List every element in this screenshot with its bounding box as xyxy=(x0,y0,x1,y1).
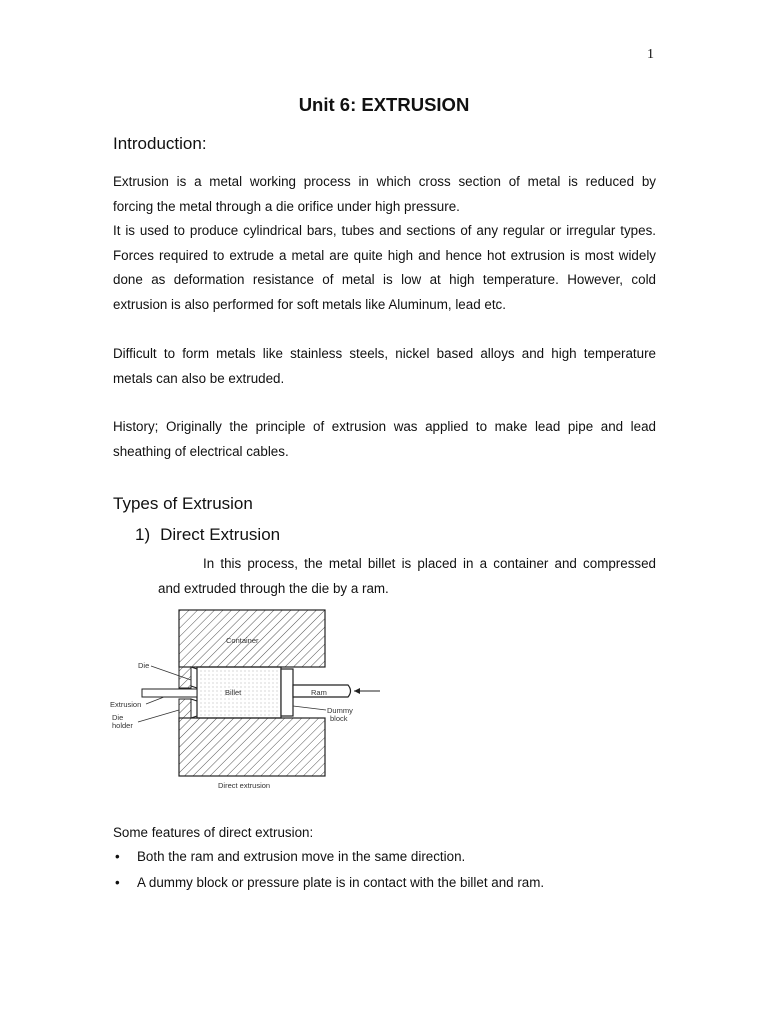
die-top xyxy=(191,667,197,688)
extrusion-leader xyxy=(146,697,164,704)
paragraph-line: In this process, the metal billet is placed in a container and compressed xyxy=(203,556,656,571)
container-bottom-wall xyxy=(179,718,325,776)
types-heading: Types of Extrusion xyxy=(113,494,253,513)
paragraph-line: Forces required to extrude a metal are quite high and hence hot extrusion is most widely xyxy=(113,247,656,263)
paragraph-line: It is used to produce cylindrical bars, tubes and sections of any regular or irregular types. xyxy=(113,223,656,238)
paragraph-line: metals can also be extruded. xyxy=(113,370,285,386)
ram-label: Ram xyxy=(311,688,327,697)
die-holder-label-line1: Die xyxy=(112,713,124,722)
figure-caption: Direct extrusion xyxy=(218,781,271,790)
billet-label: Billet xyxy=(225,688,242,697)
difficult-metals-paragraph xyxy=(113,342,656,391)
direct-extrusion-diagram xyxy=(108,606,393,796)
paragraph-line: Extrusion is a metal working process in which cross section of metal is reduced by xyxy=(113,174,656,189)
bullet-icon: • xyxy=(115,875,120,890)
paragraph-line: History; Originally the principle of extrusion was applied to make lead pipe and lead xyxy=(113,419,656,434)
paragraph-line: forcing the metal through a die orifice under high pressure. xyxy=(113,198,460,214)
dummy-block-label-line1: Dummy xyxy=(327,706,353,715)
features-heading: Some features of direct extrusion: xyxy=(113,825,314,840)
page-number: 1 xyxy=(647,47,654,62)
feature-bullet xyxy=(115,875,544,890)
introduction-paragraph xyxy=(113,170,656,317)
die-holder-leader xyxy=(138,710,179,722)
introduction-heading: Introduction: xyxy=(113,134,207,153)
paragraph-line: extrusion is also performed for soft metals like Aluminum, lead etc. xyxy=(113,296,506,312)
die-bottom xyxy=(191,699,197,718)
dummy-block-shape xyxy=(281,669,293,716)
bullet-text: A dummy block or pressure plate is in contact with the billet and ram. xyxy=(137,875,545,890)
paragraph-line: and extruded through the die by a ram. xyxy=(158,580,389,596)
extrusion-label: Extrusion xyxy=(110,700,142,709)
list-number: 1) xyxy=(135,525,151,544)
feature-bullet xyxy=(115,849,465,864)
die-holder-bottom xyxy=(179,699,191,718)
paragraph-line: sheathing of electrical cables. xyxy=(113,443,289,459)
force-arrow-head xyxy=(354,688,360,694)
paragraph-line: done as deformation resistance of metal is low at high temperature. However, cold xyxy=(113,272,656,287)
container-label: Container xyxy=(226,636,259,645)
die-holder-label-line2: holder xyxy=(112,721,133,730)
bullet-icon: • xyxy=(115,849,120,864)
list-heading-text: Direct Extrusion xyxy=(160,525,281,544)
paragraph-line: Difficult to form metals like stainless steels, nickel based alloys and high temperature xyxy=(113,346,656,361)
extrusion-product xyxy=(142,689,197,697)
direct-extrusion-paragraph xyxy=(158,552,656,601)
page-title: Unit 6: EXTRUSION xyxy=(298,94,470,115)
die-label: Die xyxy=(138,661,150,670)
dummy-block-leader xyxy=(293,706,326,710)
bullet-text: Both the ram and extrusion move in the same direction. xyxy=(137,849,466,864)
history-paragraph xyxy=(113,415,656,464)
direct-extrusion-heading xyxy=(135,525,280,545)
dummy-block-label-line2: block xyxy=(330,714,348,723)
